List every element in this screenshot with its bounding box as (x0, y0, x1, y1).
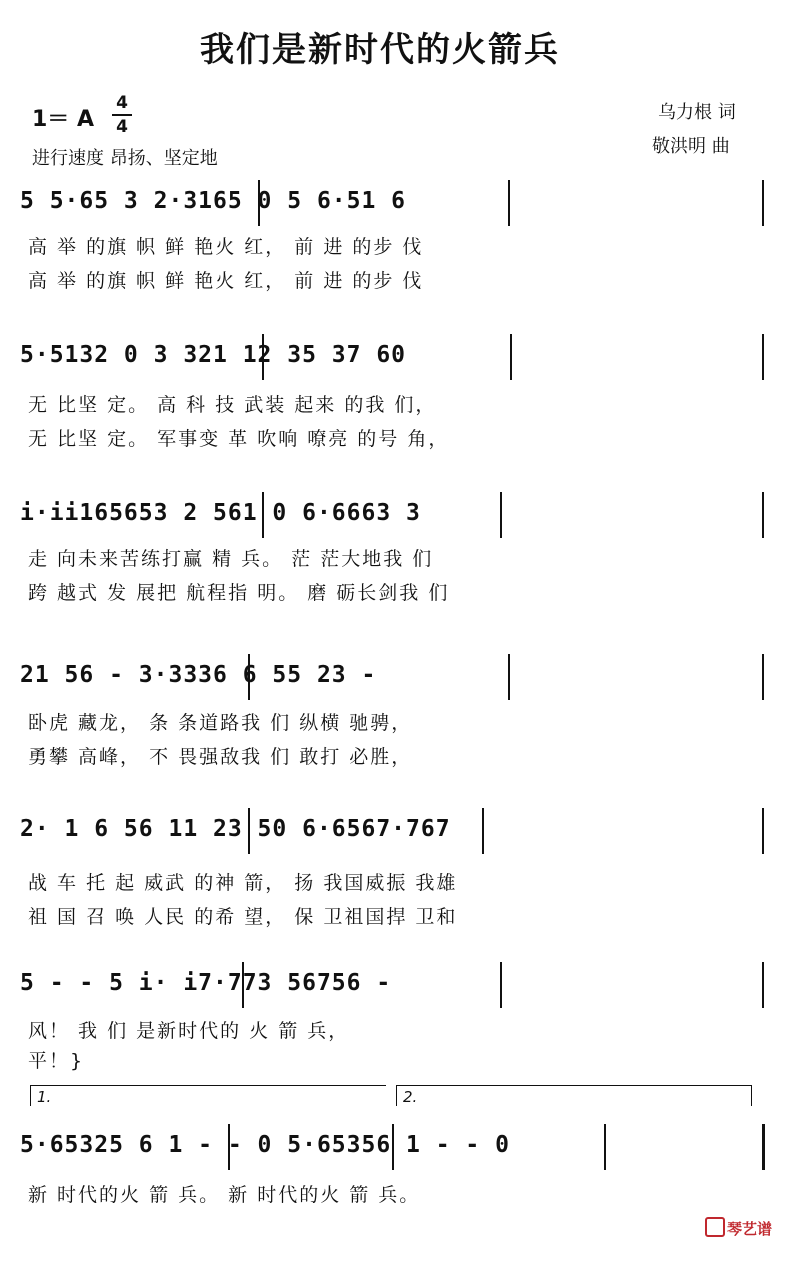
lyrics-verse-1: 高 举 的旗 帜 鲜 艳火 红， 前 进 的步 伐 (28, 236, 424, 258)
lyricist-credit: 乌力根 词 (658, 102, 736, 123)
composer-credit: 敬洪明 曲 (652, 136, 730, 157)
notes-line: 5 - - 5 i· i7·773 56756 - (20, 970, 392, 996)
logo-icon (705, 1217, 725, 1237)
key-signature: 1＝ A (32, 107, 94, 132)
score-system-5 (20, 808, 770, 948)
lyrics-verse-1: 战 车 托 起 威武 的神 箭， 扬 我国威振 我雄 (28, 872, 458, 894)
notes-line: 5·65325 6 1 - - 0 5·65356 1 - - 0 (20, 1132, 510, 1158)
score-system-4 (20, 654, 770, 794)
lyrics-verse-2: 勇攀 高峰， 不 畏强敌我 们 敢打 必胜， (28, 746, 413, 768)
notes-line: 5 5·65 3 2·3165 0 5 6·51 6 (20, 188, 407, 214)
first-ending-label: 1. (37, 1088, 52, 1106)
barline (762, 962, 764, 1008)
volta-brackets (30, 1085, 770, 1125)
barline (762, 180, 764, 226)
barline (762, 492, 764, 538)
final-barline (762, 1124, 765, 1170)
lyrics-verse-1: 无 比坚 定。 高 科 技 武装 起来 的我 们， (28, 394, 437, 416)
watermark-text: 琴艺谱 (726, 1220, 772, 1238)
lyrics-final: 新 时代的火 箭 兵。 新 时代的火 箭 兵。 (28, 1184, 421, 1206)
score-system-2 (20, 334, 770, 474)
score-system-6 (20, 962, 770, 1102)
lyrics-verse-2: 无 比坚 定。 军事变 革 吹响 嘹亮 的号 角， (28, 428, 450, 450)
time-signature (112, 92, 132, 138)
second-ending-bracket (396, 1085, 752, 1106)
score-system-3 (20, 492, 770, 632)
notes-line: 5·5132 0 3 321 12 35 37 60 (20, 342, 407, 368)
lyrics-verse-1: 卧虎 藏龙， 条 条道路我 们 纵横 驰骋， (28, 712, 413, 734)
second-ending-label: 2. (403, 1088, 418, 1106)
lyrics-verse-2: 高 举 的旗 帜 鲜 艳火 红， 前 进 的步 伐 (28, 270, 424, 292)
notes-line: i·ii165653 2 561 0 6·6663 3 (20, 500, 421, 526)
barline (762, 808, 764, 854)
notes-line: 2· 1 6 56 11 23 50 6·6567·767 (20, 816, 451, 842)
lyrics-verse-2: 跨 越式 发 展把 航程指 明。 磨 砺长剑我 们 (28, 582, 450, 604)
lyrics-verse-1: 风！ 我 们 是新时代的 火 箭 兵， (28, 1020, 350, 1042)
notes-line: 21 56 - 3·3336 6 55 23 - (20, 662, 377, 688)
watermark-logo (705, 1217, 772, 1239)
time-signature-top: 4 (112, 92, 132, 116)
lyrics-verse-2: 祖 国 召 唤 人民 的希 望， 保 卫祖国捍 卫和 (28, 906, 458, 928)
barline (762, 334, 764, 380)
lyrics-verse-2: 平！} (28, 1050, 85, 1072)
time-signature-bottom: 4 (116, 117, 128, 137)
score-system-1 (20, 180, 770, 320)
lyrics-verse-1: 走 向未来苦练打赢 精 兵。 茫 茫大地我 们 (28, 548, 434, 570)
tempo-marking: 进行速度 昂扬、坚定地 (32, 148, 218, 169)
barline (762, 654, 764, 700)
song-title: 我们是新时代的火箭兵 (200, 30, 560, 70)
first-ending-bracket (30, 1085, 386, 1106)
score-system-final (20, 1124, 770, 1264)
